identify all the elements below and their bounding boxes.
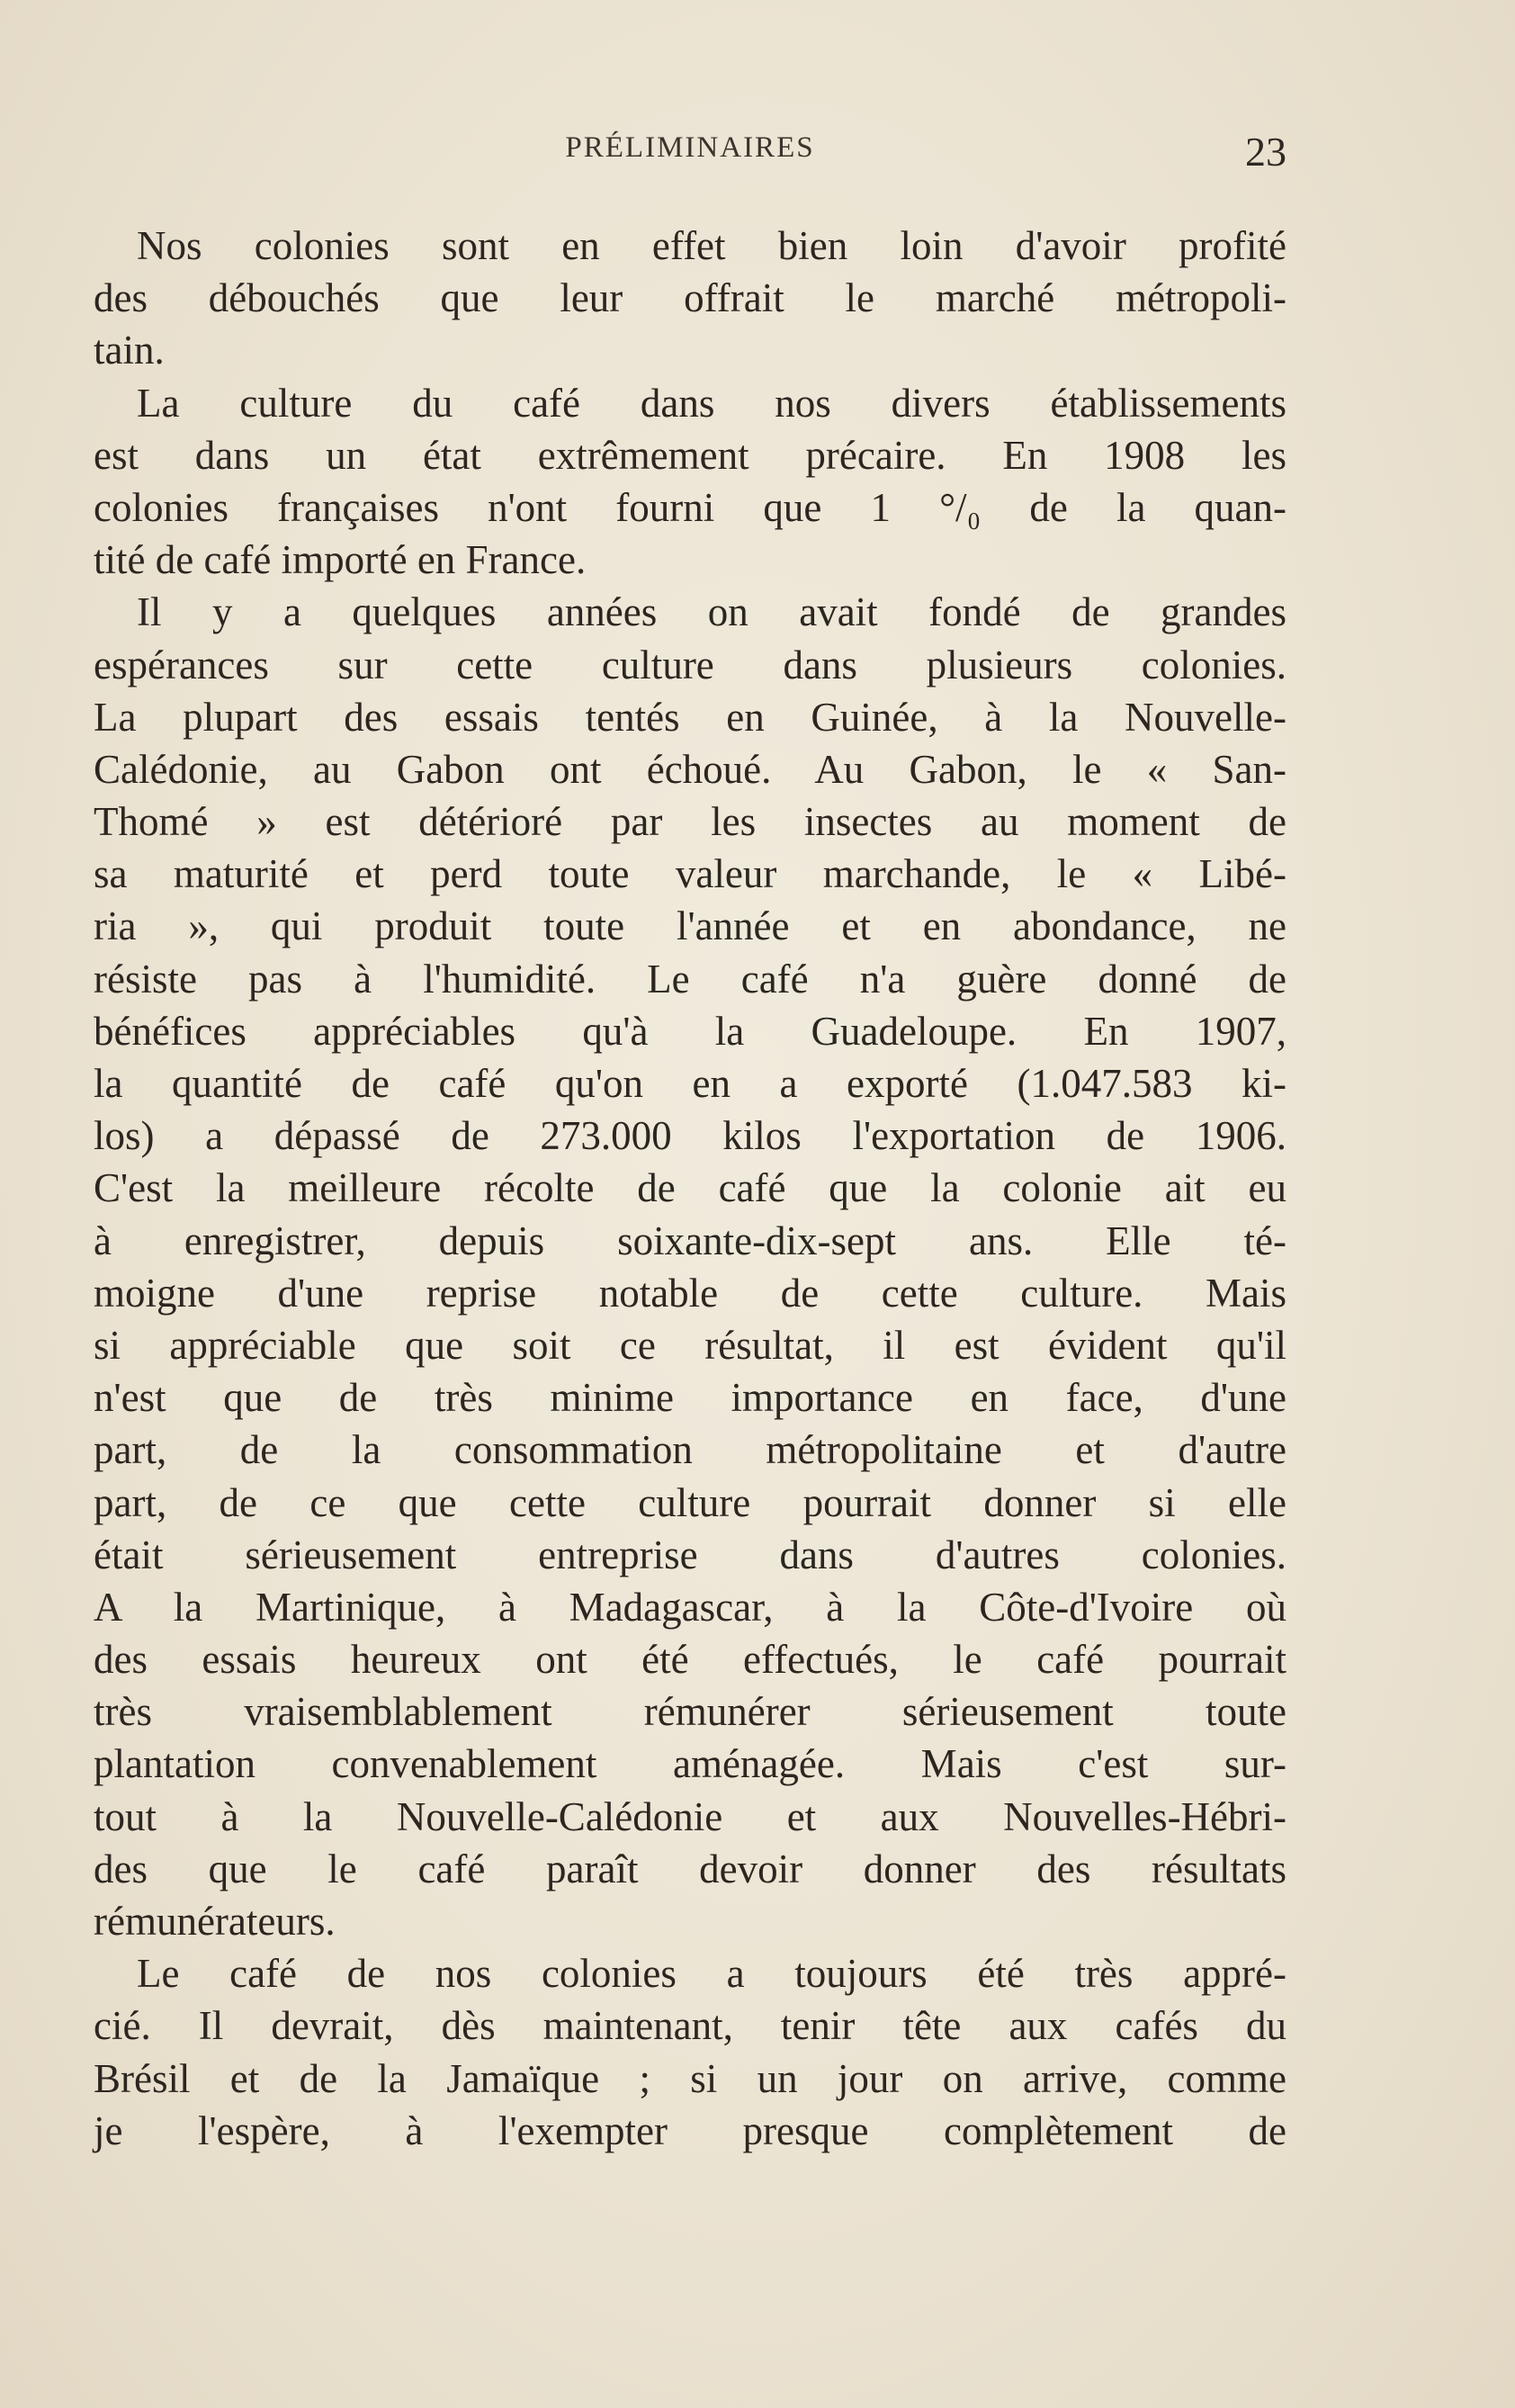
text-line: ria », qui produit toute l'année et en abondance, ne — [94, 903, 1286, 949]
text-line: tout à la Nouvelle-Calédonie et aux Nouvelles-Hébri- — [94, 1793, 1286, 1839]
text-line: los) a dépassé de 273.000 kilos l'exportation de 1906. — [94, 1113, 1286, 1159]
page-header — [94, 131, 1286, 176]
text-line: tité de café importé en France. — [94, 537, 587, 583]
text-line: part, de la consommation métropolitaine et d'autre — [94, 1427, 1286, 1473]
text-line: rémunérateurs. — [94, 1899, 336, 1944]
text-line: moigne d'une reprise notable de cette culture. Mais — [94, 1270, 1286, 1316]
text-line: colonies françaises n'ont fourni que 1 °/₀ de la quan- — [94, 484, 1286, 530]
text-line: très vraisemblablement rémunérer sérieusement toute — [94, 1689, 1286, 1735]
text-line: tain. — [94, 328, 165, 373]
text-line: la quantité de café qu'on en a exporté (1.047.583 ki- — [94, 1061, 1286, 1106]
text-line: je l'espère, à l'exempter presque complètement de — [94, 2107, 1286, 2153]
text-line: Calédonie, au Gabon ont échoué. Au Gabon, le « San- — [94, 746, 1286, 792]
text-line: Thomé » est détérioré par les insectes au moment de — [94, 799, 1286, 845]
text-line: à enregistrer, depuis soixante-dix-sept ans. Elle té- — [94, 1217, 1286, 1263]
text-line: sa maturité et perd toute valeur marchande, le « Libé- — [94, 851, 1286, 897]
text-line: des débouchés que leur offrait le marché métropoli- — [94, 275, 1286, 321]
text-line: cié. Il devrait, dès maintenant, tenir tête aux cafés du — [94, 2003, 1286, 2049]
text-line: est dans un état extrêmement précaire. En 1908 les — [94, 432, 1286, 478]
text-line: C'est la meilleure récolte de café que la colonie ait eu — [94, 1165, 1286, 1211]
text-line: bénéfices appréciables qu'à la Guadeloupe. En 1907, — [94, 1008, 1286, 1054]
text-line: espérances sur cette culture dans plusieurs colonies. — [94, 642, 1286, 687]
text-line: La culture du café dans nos divers établissements — [137, 380, 1286, 426]
text-line: La plupart des essais tentés en Guinée, à la Nouvelle- — [94, 694, 1286, 740]
text-line: résiste pas à l'humidité. Le café n'a guère donné de — [94, 956, 1286, 1002]
text-line: plantation convenablement aménagée. Mais c'est sur- — [94, 1741, 1286, 1787]
text-line: n'est que de très minime importance en face, d'une — [94, 1375, 1286, 1421]
text-line: Nos colonies sont en effet bien loin d'avoir profité — [137, 223, 1286, 268]
text-line: si appréciable que soit ce résultat, il est évident qu'il — [94, 1322, 1286, 1368]
running-head: PRÉLIMINAIRES — [565, 131, 815, 164]
text-line: des que le café paraît devoir donner des résultats — [94, 1846, 1286, 1891]
page-number: 23 — [1245, 129, 1286, 175]
body-text — [94, 220, 1286, 2157]
text-line: Le café de nos colonies a toujours été très appré- — [137, 1951, 1286, 1997]
text-line: était sérieusement entreprise dans d'autres colonies. — [94, 1532, 1286, 1577]
text-line: Il y a quelques années on avait fondé de grandes — [137, 589, 1286, 635]
text-line: Brésil et de la Jamaïque ; si un jour on arrive, comme — [94, 2055, 1286, 2101]
text-line: A la Martinique, à Madagascar, à la Côte-d'Ivoire où — [94, 1584, 1286, 1630]
text-line: des essais heureux ont été effectués, le café pourrait — [94, 1637, 1286, 1683]
text-line: part, de ce que cette culture pourrait donner si elle — [94, 1479, 1286, 1525]
